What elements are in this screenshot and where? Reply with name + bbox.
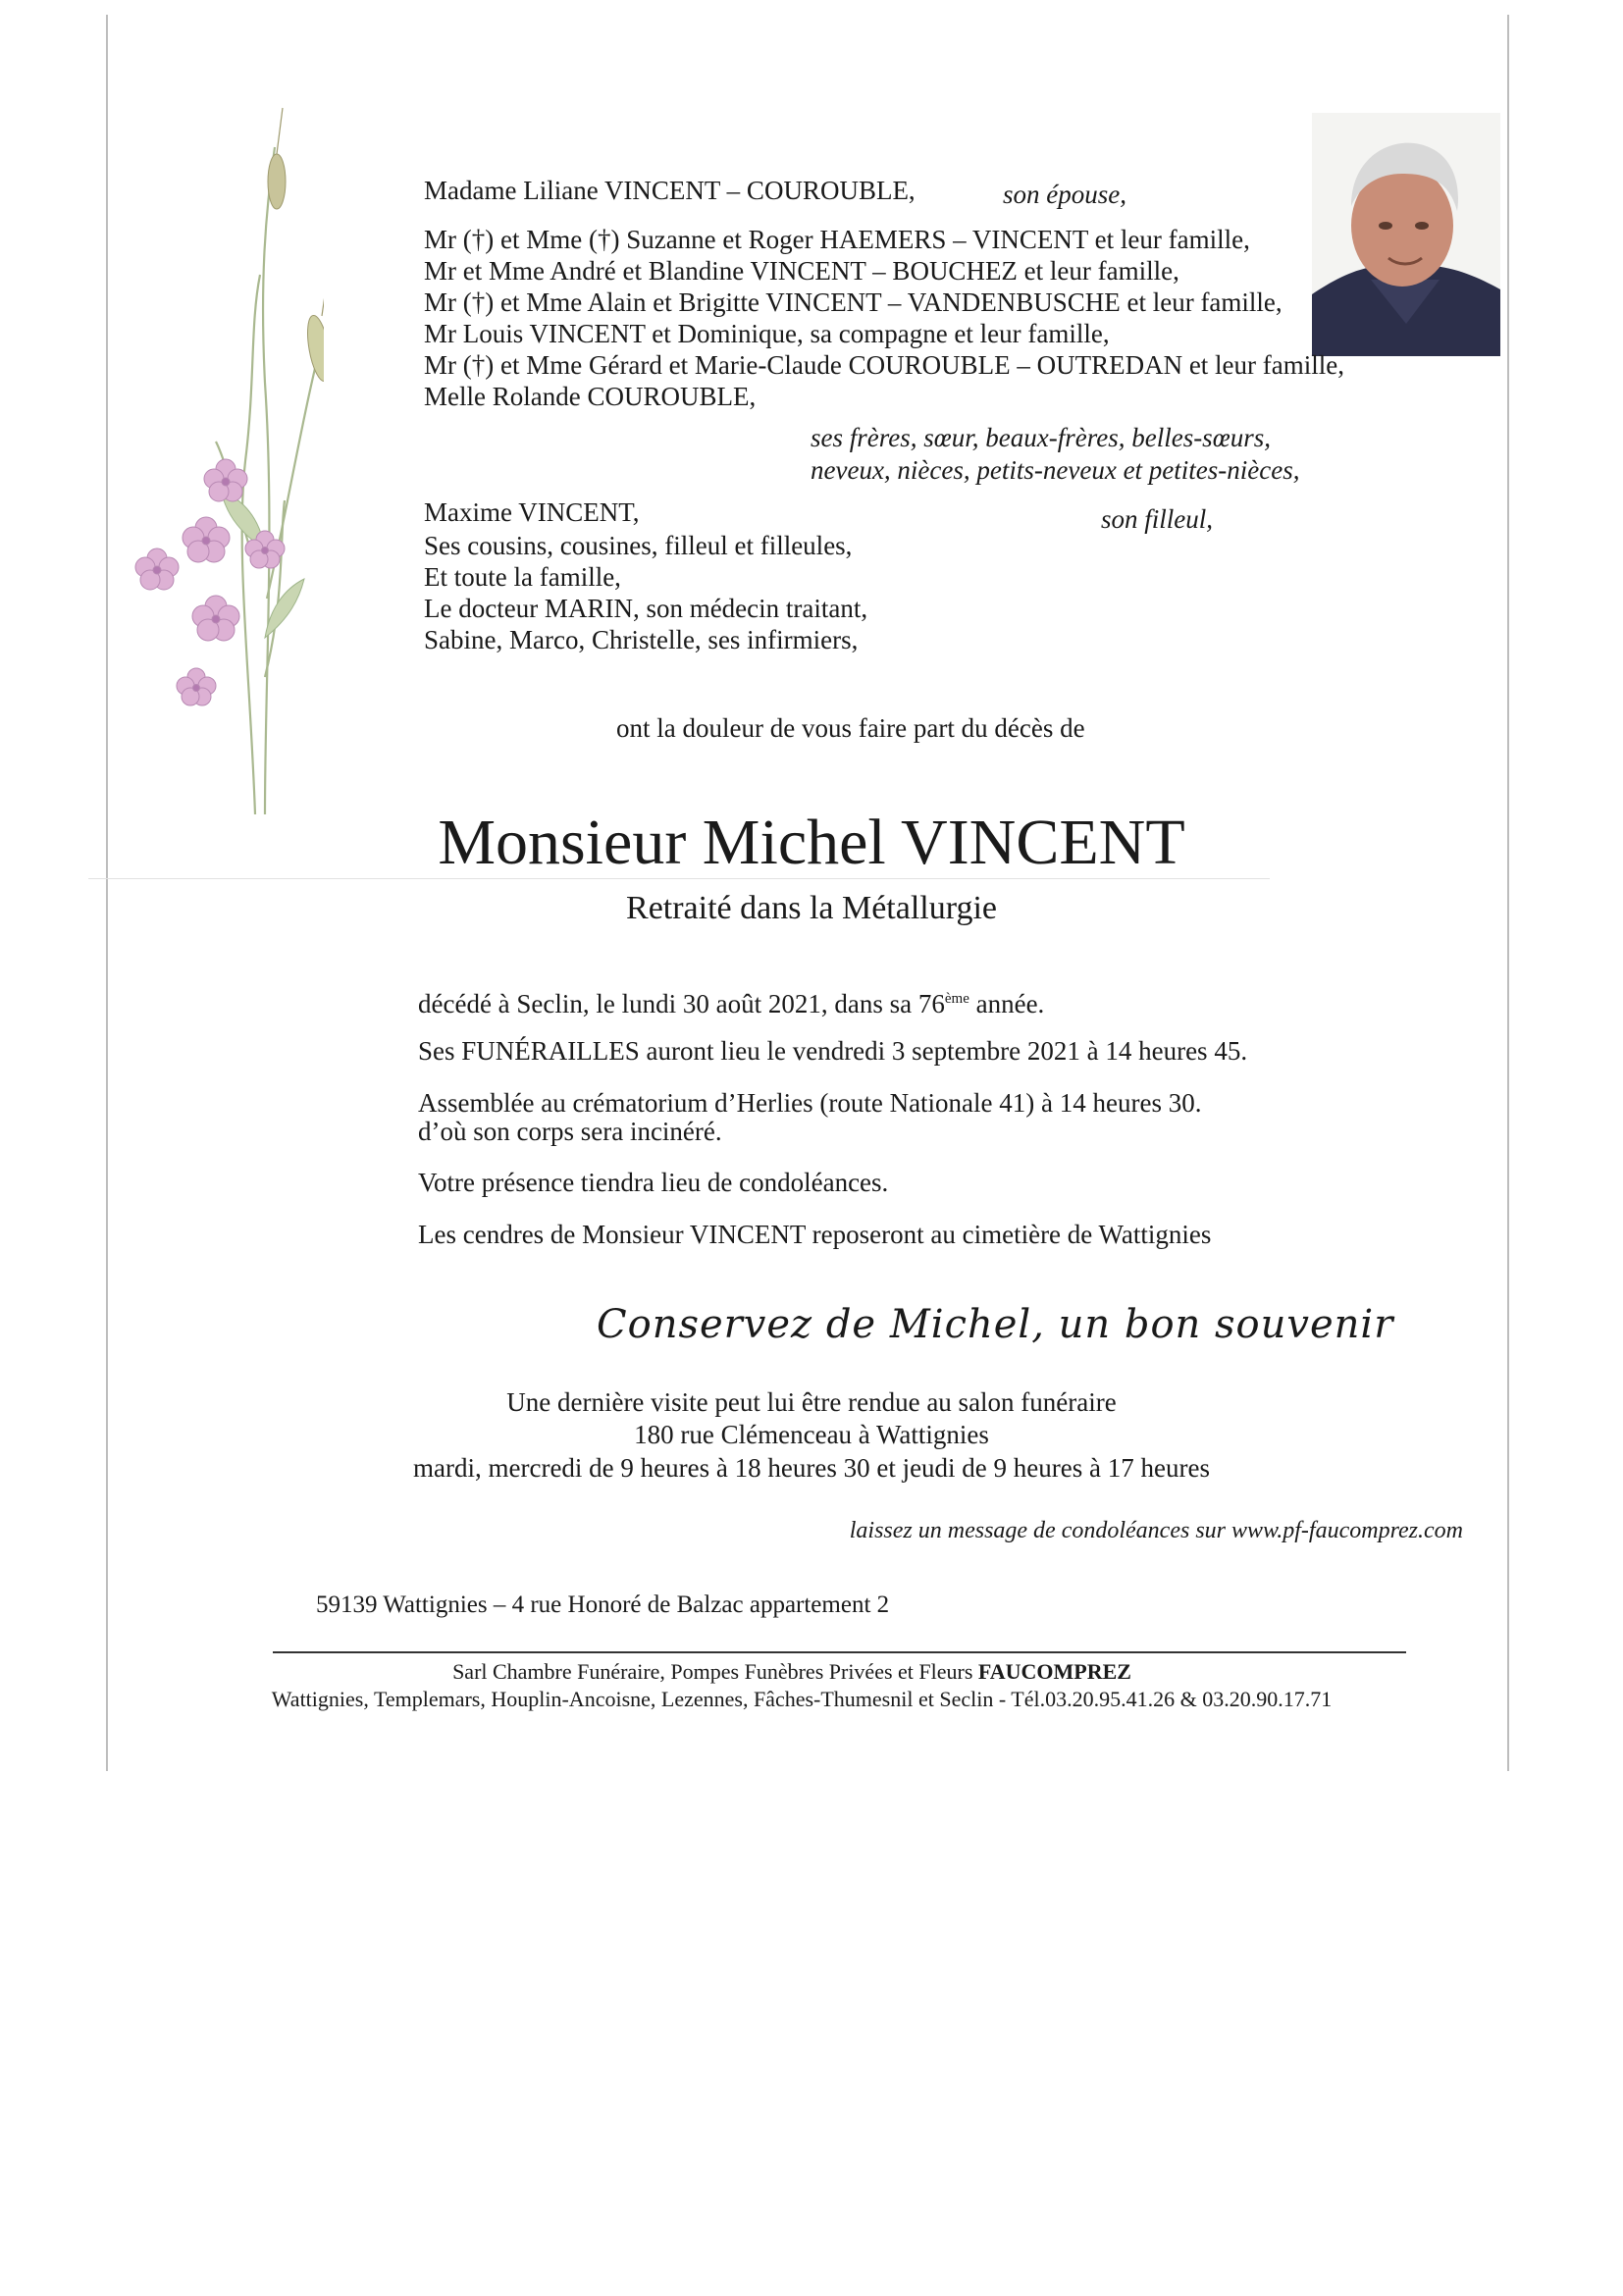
footer-company-text: Sarl Chambre Funéraire, Pompes Funèbres Privées et Fleurs <box>452 1659 978 1684</box>
others-line: Le docteur MARIN, son médecin traitant, <box>424 594 868 623</box>
godson-relation: son filleul, <box>1101 504 1213 534</box>
visit-line-2: 180 rue Clémenceau à Wattignies <box>634 1420 989 1449</box>
spouse-name: Madame Liliane VINCENT – COUROUBLE, <box>424 176 916 205</box>
sibling-line: Mr (†) et Mme (†) Suzanne et Roger HAEMERS – VINCENT et leur famille, <box>424 225 1250 254</box>
condolence-link[interactable]: laissez un message de condoléances sur www.pf-faucomprez.com <box>849 1518 1463 1543</box>
announcement: ont la douleur de vous faire part du décès de <box>616 713 1085 743</box>
others-line: Sabine, Marco, Christelle, ses infirmiers, <box>424 625 859 654</box>
siblings-relation-2: neveux, nièces, petits-neveux et petites-nièces, <box>811 455 1300 485</box>
funeral-details: Ses FUNÉRAILLES auront lieu le vendredi 3 septembre 2021 à 14 heures 45. <box>418 1036 1248 1066</box>
assembly-details: Assemblée au crématorium d’Herlies (route Nationale 41) à 14 heures 30. <box>418 1088 1202 1118</box>
death-details <box>418 983 1044 1019</box>
godson-name: Maxime VINCENT, <box>424 497 640 527</box>
flower-illustration <box>118 88 324 834</box>
footer-company-name: FAUCOMPREZ <box>977 1659 1131 1684</box>
footer-rule <box>273 1651 1406 1653</box>
sibling-line: Mr et Mme André et Blandine VINCENT – BOUCHEZ et leur famille, <box>424 256 1179 286</box>
death-text-end: année. <box>969 989 1045 1018</box>
sibling-line: Mr (†) et Mme Gérard et Marie-Claude COUROUBLE – OUTREDAN et leur famille, <box>424 350 1344 380</box>
cremation-details: d’où son corps sera incinéré. <box>418 1117 722 1146</box>
death-ordinal: ème <box>944 991 969 1007</box>
spouse-relation: son épouse, <box>1003 180 1126 209</box>
siblings-relation-1: ses frères, sœur, beaux-frères, belles-sœurs, <box>811 423 1271 452</box>
presence-note: Votre présence tiendra lieu de condoléances. <box>418 1168 889 1197</box>
sibling-line: Melle Rolande COUROUBLE, <box>424 382 757 411</box>
death-text: décédé à Seclin, le lundi 30 août 2021, dans sa 76 <box>418 989 945 1018</box>
sibling-line: Mr Louis VINCENT et Dominique, sa compagne et leur famille, <box>424 319 1110 348</box>
others-line: Ses cousins, cousines, filleul et filleules, <box>424 531 853 560</box>
footer-locations: Wattignies, Templemars, Houplin-Ancoisne, Lezennes, Fâches-Thumesnil et Seclin - Tél.03.20.95.41.26 & 03.20.90.17.71 <box>271 1687 1333 1711</box>
keepsake-phrase: Conservez de Michel, un bon souvenir <box>597 1302 1394 1347</box>
visit-line-1: Une dernière visite peut lui être rendue au salon funéraire <box>506 1387 1117 1417</box>
home-address: 59139 Wattignies – 4 rue Honoré de Balzac appartement 2 <box>316 1592 890 1618</box>
visit-hours: mardi, mercredi de 9 heures à 18 heures 30 et jeudi de 9 heures à 17 heures <box>413 1453 1210 1483</box>
others-list <box>424 530 867 655</box>
sibling-line: Mr (†) et Mme Alain et Brigitte VINCENT – VANDENBUSCHE et leur famille, <box>424 287 1283 317</box>
deceased-occupation: Retraité dans la Métallurgie <box>626 890 997 926</box>
deceased-name: Monsieur Michel VINCENT <box>438 807 1185 878</box>
siblings-list <box>424 224 1344 412</box>
footer-company <box>0 1658 1603 1685</box>
others-line: Et toute la famille, <box>424 562 621 592</box>
ashes-note: Les cendres de Monsieur VINCENT reposeront au cimetière de Wattignies <box>418 1220 1212 1249</box>
